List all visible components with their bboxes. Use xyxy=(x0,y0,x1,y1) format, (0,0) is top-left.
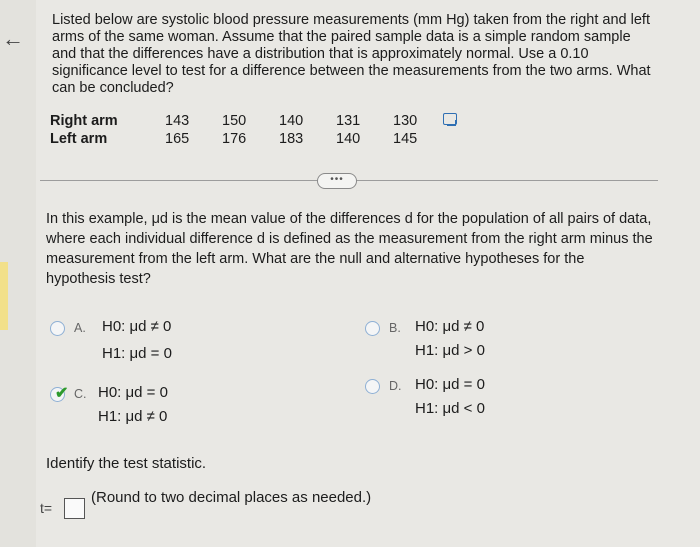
expand-more-button[interactable]: ••• xyxy=(317,173,357,189)
radio-option-a[interactable] xyxy=(50,321,65,336)
null-hypothesis: H0: μd = 0 xyxy=(415,376,485,393)
option-letter: C. xyxy=(74,387,87,401)
alternative-hypothesis: H1: μd > 0 xyxy=(415,342,485,359)
t-statistic-input[interactable] xyxy=(64,498,85,519)
table-cell: 183 xyxy=(279,131,304,147)
row-label-right-arm: Right arm xyxy=(50,113,118,129)
option-letter: A. xyxy=(74,321,86,335)
blood-pressure-table xyxy=(50,112,450,148)
null-hypothesis: H0: μd ≠ 0 xyxy=(102,318,172,335)
table-row xyxy=(50,130,450,148)
option-letter: D. xyxy=(389,379,402,393)
side-tab-marker xyxy=(0,262,8,330)
table-cell: 140 xyxy=(336,131,361,147)
problem-statement: Listed below are systolic blood pressure measurements (mm Hg) taken from the right and left arms of the same woman. Assume that the paired sample data is a simple random sample and that the differences have a distribution that is approximately normal. Use a 0.10 significance level to test for a difference between the measurements from the two arms. What can be concluded? xyxy=(52,12,651,96)
t-statistic-label: t= xyxy=(40,500,53,516)
table-cell: 131 xyxy=(336,113,361,129)
alternative-hypothesis: H1: μd = 0 xyxy=(102,345,172,362)
radio-option-b[interactable] xyxy=(365,321,380,336)
row-label-left-arm: Left arm xyxy=(50,131,108,147)
instruction-text: Identify the test statistic. xyxy=(46,455,207,472)
question-text: In this example, μd is the mean value of the differences d for the population of all pairs of data, where each individual difference d is defined as the measurement from the right arm minus the measurement from the left arm. What are the null and alternative hypotheses for the hypothesis test? xyxy=(46,211,653,287)
table-cell: 150 xyxy=(222,113,247,129)
rounding-note: (Round to two decimal places as needed.) xyxy=(91,489,372,506)
alternative-hypothesis: H1: μd < 0 xyxy=(415,400,485,417)
table-cell: 165 xyxy=(165,131,190,147)
table-row xyxy=(50,112,450,130)
table-cell: 130 xyxy=(393,113,418,129)
table-cell: 143 xyxy=(165,113,190,129)
alternative-hypothesis: H1: μd ≠ 0 xyxy=(98,408,168,425)
table-cell: 140 xyxy=(279,113,304,129)
back-arrow-icon[interactable]: ← xyxy=(2,26,24,51)
table-cell: 176 xyxy=(222,131,247,147)
null-hypothesis: H0: μd ≠ 0 xyxy=(415,318,485,335)
null-hypothesis: H0: μd = 0 xyxy=(98,384,168,401)
copy-data-icon[interactable] xyxy=(443,113,457,125)
table-cell: 145 xyxy=(393,131,418,147)
checkmark-icon: ✔ xyxy=(55,385,69,402)
option-letter: B. xyxy=(389,321,401,335)
radio-option-d[interactable] xyxy=(365,379,380,394)
